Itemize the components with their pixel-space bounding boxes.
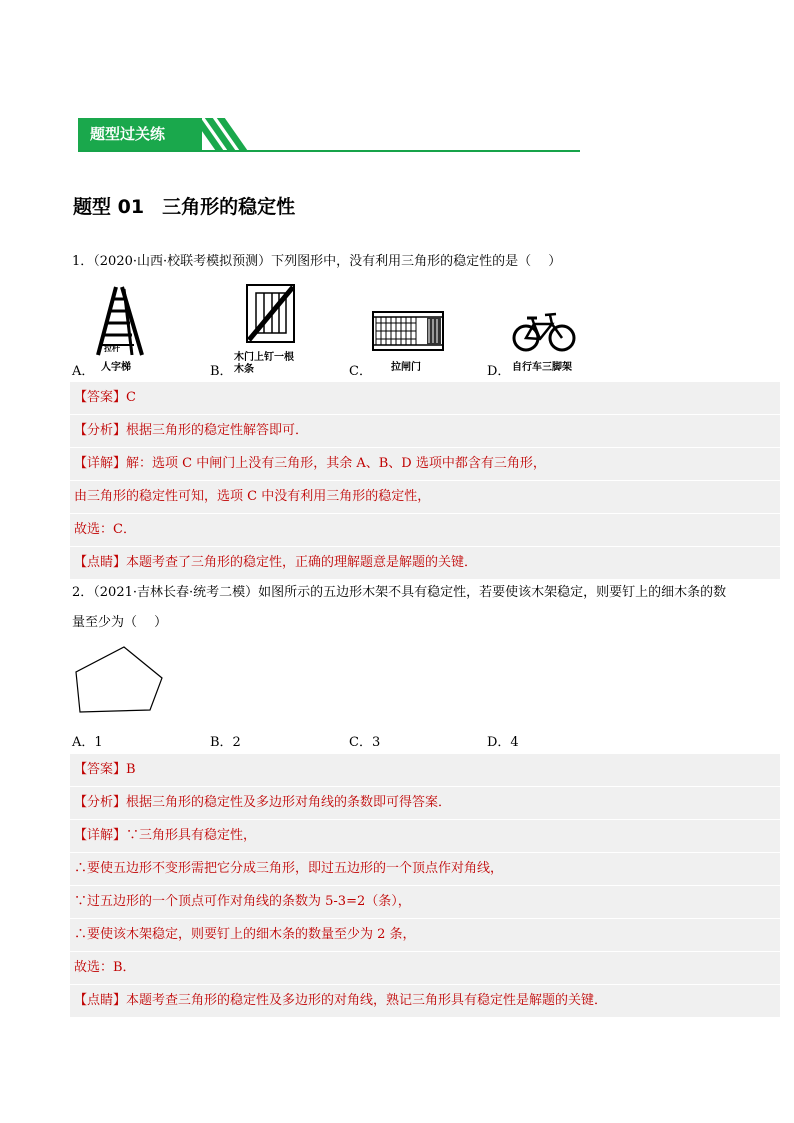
q1-option-d-caption: 自行车三脚架 bbox=[512, 362, 572, 373]
q1-answer-box bbox=[70, 382, 780, 580]
q2-detail-line: ∴要使五边形不变形需把它分成三角形，即过五边形的一个顶点作对角线， bbox=[70, 853, 780, 886]
question-2-stem: 2．（2021·吉林长春·统考二模）如图所示的五边形木架不具有稳定性，若要使该木架稳定，则要钉上的细木条的数量至少为（ ） bbox=[72, 585, 727, 630]
pentagon-figure bbox=[72, 644, 166, 714]
answer-tag: 【答案】 bbox=[74, 762, 127, 777]
q2-comment: 本题考查三角形的稳定性及多边形的对角线，熟记三角形具有稳定性是解题的关键． bbox=[126, 993, 608, 1008]
q1-comment-row bbox=[70, 547, 780, 580]
q1-comment: 本题考查了三角形的稳定性，正确的理解题意是解题的关键． bbox=[126, 555, 478, 570]
q1-analysis-row bbox=[70, 415, 780, 448]
q1-detail-row bbox=[70, 448, 780, 481]
q1-detail-line: 故选：C． bbox=[70, 514, 780, 547]
q1-answer-row bbox=[70, 382, 780, 415]
comment-tag: 【点睛】 bbox=[74, 555, 127, 570]
banner-rule bbox=[78, 150, 580, 152]
q2-option-d: D．4 bbox=[487, 735, 519, 750]
q2-detail-line: ∵过五边形的一个顶点可作对角线的条数为 5-3=2（条）， bbox=[70, 886, 780, 919]
q1-option-c-letter: C． bbox=[349, 364, 372, 379]
q2-analysis: 根据三角形的稳定性及多边形对角线的条数即可得答案． bbox=[126, 795, 452, 810]
q1-detail-line: 由三角形的稳定性可知，选项 C 中没有利用三角形的稳定性， bbox=[70, 481, 780, 514]
bicycle-figure bbox=[512, 309, 576, 353]
q1-answer: C bbox=[126, 390, 136, 405]
q2-detail-line: ∵三角形具有稳定性， bbox=[126, 828, 257, 843]
q1-option-c-caption: 拉闸门 bbox=[391, 362, 421, 373]
door-figure bbox=[246, 284, 296, 344]
detail-tag: 【详解】 bbox=[74, 828, 127, 843]
q2-comment-row bbox=[70, 985, 780, 1018]
answer-tag: 【答案】 bbox=[74, 390, 127, 405]
q2-option-c: C．3 bbox=[349, 735, 381, 750]
q1-analysis: 根据三角形的稳定性解答即可． bbox=[126, 423, 309, 438]
q2-option-a: A．1 bbox=[72, 735, 103, 750]
q2-analysis-row bbox=[70, 787, 780, 820]
q1-option-b-caption-line1: 木门上钉一根 bbox=[234, 352, 294, 363]
q2-answer-row bbox=[70, 754, 780, 787]
q1-option-a-caption: 人字梯 bbox=[101, 362, 131, 373]
section-heading: 三角形的稳定性 bbox=[162, 196, 296, 218]
folding-gate-figure bbox=[372, 311, 444, 351]
section-banner bbox=[78, 118, 580, 154]
q1-detail-line: 解：选项 C 中闸门上没有三角形，其余 A、B、D 选项中都含有三角形， bbox=[126, 456, 546, 471]
section-title bbox=[73, 192, 295, 219]
question-1-stem: 1．（2020·山西·校联考模拟预测）下列图形中，没有利用三角形的稳定性的是（ ） bbox=[72, 254, 562, 269]
q2-answer: B bbox=[126, 762, 136, 777]
comment-tag: 【点睛】 bbox=[74, 993, 127, 1008]
q2-detail-line: 故选：B． bbox=[70, 952, 780, 985]
banner-label: 题型过关练 bbox=[78, 118, 202, 150]
q2-option-b: B．2 bbox=[210, 735, 241, 750]
ladder-figure bbox=[92, 285, 148, 357]
analysis-tag: 【分析】 bbox=[74, 423, 127, 438]
q1-option-b-letter: B． bbox=[210, 364, 233, 379]
q1-option-b-caption-line2: 木条 bbox=[234, 364, 254, 375]
q2-detail-row bbox=[70, 820, 780, 853]
ladder-brace-label: 拉杆 bbox=[104, 344, 120, 353]
q2-detail-line: ∴要使该木架稳定，则要钉上的细木条的数量至少为 2 条， bbox=[70, 919, 780, 952]
detail-tag: 【详解】 bbox=[74, 456, 127, 471]
q2-answer-box bbox=[70, 754, 780, 1018]
section-number: 题型 01 bbox=[73, 196, 145, 218]
q1-option-d-letter: D． bbox=[487, 364, 511, 379]
q1-option-a-letter: A． bbox=[72, 364, 95, 379]
analysis-tag: 【分析】 bbox=[74, 795, 127, 810]
